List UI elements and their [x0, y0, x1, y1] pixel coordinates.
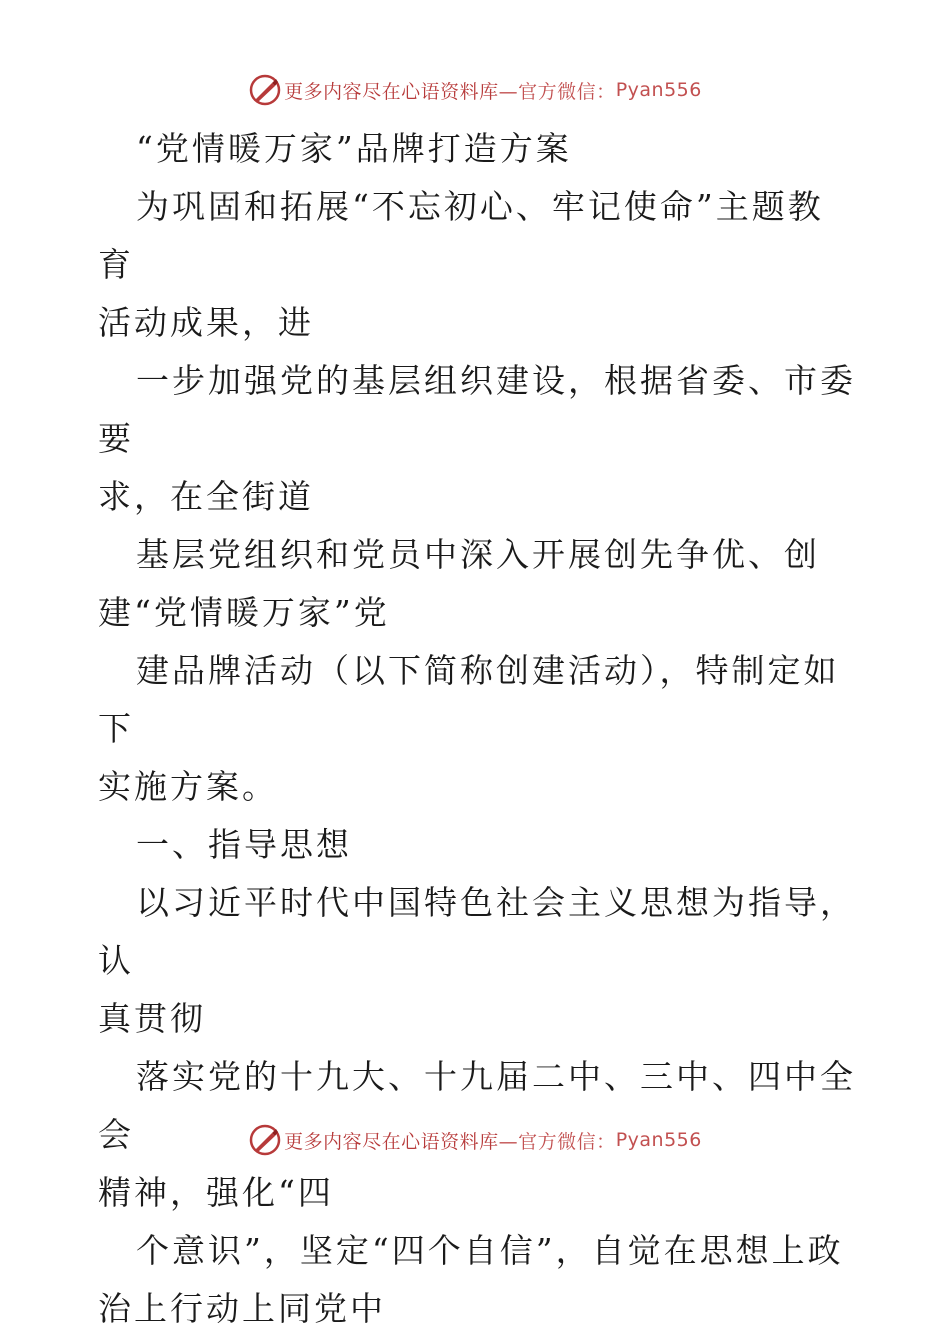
banner-brand: 更多内容尽在心语资料库: [284, 1130, 499, 1153]
quill-pen-logo-icon: [248, 73, 282, 107]
banner-brand: 更多内容尽在心语资料库: [284, 80, 499, 103]
watermark-banner-top: [0, 70, 950, 110]
watermark-banner-bottom: [0, 1120, 950, 1160]
text-line: 个意识”，坚定“四个自信”，自觉在思想上政: [136, 1231, 844, 1270]
text-line: 一步加强党的基层组织建设，根据省委、市委要: [98, 361, 856, 458]
text-line: 精神，强化“四: [98, 1173, 334, 1212]
quill-pen-logo-icon: [248, 1123, 282, 1157]
banner-separator: —官方微信：: [498, 1130, 616, 1153]
text-line: 基层党组织和党员中深入开展创先争优、创: [136, 535, 820, 574]
text-line: 建“党情暖万家”党: [98, 593, 390, 632]
banner-wechat-id: Pyan556: [615, 1129, 702, 1151]
text-line: 求，在全街道: [98, 477, 314, 516]
text-line: 为巩固和拓展“不忘初心、牢记使命”主题教育: [98, 187, 824, 284]
text-line: 建品牌活动（以下简称创建活动），特制定如下: [98, 651, 840, 748]
text-line: 真贯彻: [98, 999, 206, 1038]
banner-separator: —官方微信：: [498, 80, 616, 103]
text-line: 以习近平时代中国特色社会主义思想为指导，认: [98, 883, 856, 980]
text-line: 治上行动上同党中: [98, 1289, 386, 1328]
text-line: 活动成果，进: [98, 303, 314, 342]
banner-wechat-id: Pyan556: [615, 79, 702, 101]
text-line: 实施方案。: [98, 767, 278, 806]
section-heading: 一、指导思想: [136, 825, 352, 864]
text-line: 落实党的十九大、十九届二中、三中、四中全会: [98, 1057, 856, 1154]
document-title: “党情暖万家”品牌打造方案: [136, 129, 572, 168]
